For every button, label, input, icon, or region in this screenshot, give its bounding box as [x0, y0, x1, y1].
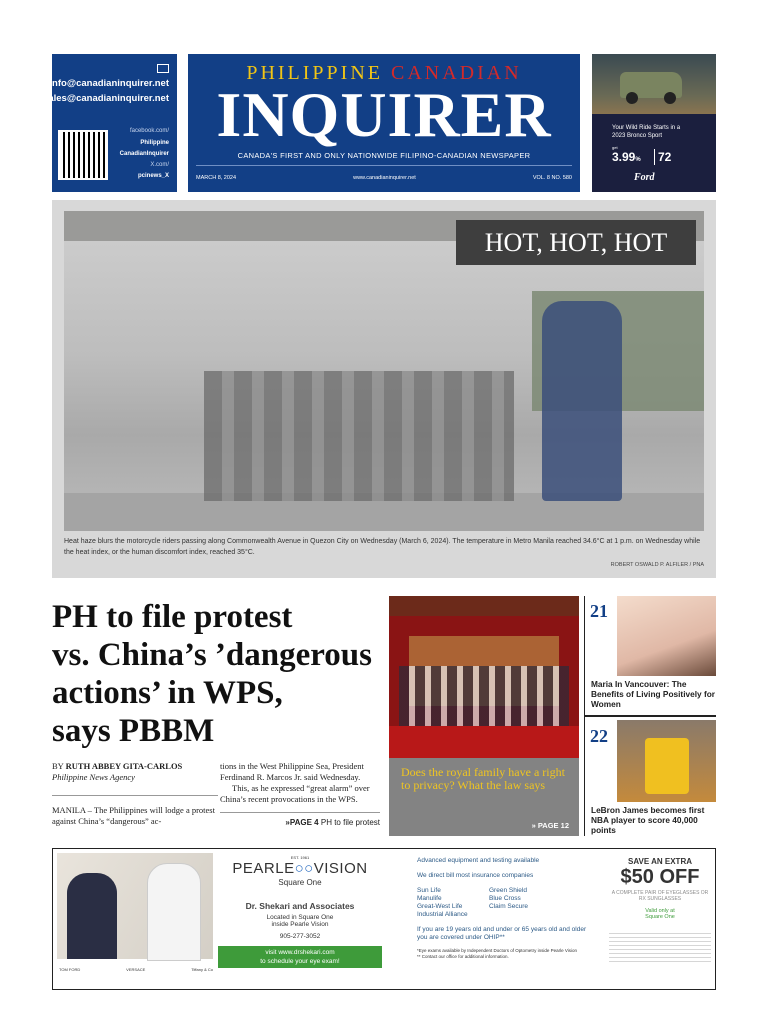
facebook-handle-1[interactable]: Philippine [140, 140, 169, 146]
ford-ad-photo [592, 54, 716, 114]
masthead-word-1: PHILIPPINE [246, 62, 383, 84]
main-headline-line-3: actions’ in WPS, [52, 675, 283, 711]
masthead-tagline: CANADA'S FIRST AND ONLY NATIONWIDE FILIPINO-CANADIAN NEWSPAPER [237, 151, 531, 160]
royal-jump[interactable] [532, 821, 569, 830]
offer-fine-print [609, 930, 711, 964]
ad-offer [609, 857, 711, 964]
story-col-2 [220, 761, 380, 805]
byline-agency: Philippine News Agency [52, 772, 135, 782]
ad-insurers-col-b [489, 887, 528, 919]
ad-photo [57, 853, 213, 959]
pearle-cta-1: visit www.drshekari.com [265, 949, 335, 956]
story-jump-label: PH to file protest [320, 818, 380, 827]
offer-amount: $50 OFF [620, 866, 700, 888]
ad-brand: VERSACE [126, 967, 146, 972]
pearle-vision-ad[interactable] [52, 848, 716, 990]
masthead [188, 54, 580, 192]
hero-section [52, 200, 716, 578]
hero-credit: ROBERT OSWALD P. ALFILER / PNA [610, 562, 704, 568]
ford-divider [654, 149, 655, 165]
facebook-label: facebook.com/ [129, 128, 169, 134]
pearle-cta-2: to schedule your eye exam! [260, 958, 340, 965]
main-headline-line-4: says PBBM [52, 713, 215, 749]
hero-caption: Heat haze blurs the motorcycle riders passing along Commonwealth Avenue in Quezon City on Wednesday (March 6, 2024). The temperature in Metro Manila reached 34.6°C at 1 p.m. on Wednesday while the heat index, or the human discomfort index, reached 35°C. [64, 538, 701, 556]
ad-info-list [417, 857, 587, 960]
byline-author: RUTH ABBEY GITA-CARLOS [65, 761, 183, 771]
pearle-logo-word-1: PEARLE [232, 860, 295, 877]
royal-teaser[interactable] [389, 758, 579, 836]
ad-person-right [147, 863, 201, 961]
ad-note-1: *Eye exams available by Independent Doctors of Optometry inside Pearle Vision [417, 948, 578, 953]
qr-code [60, 132, 106, 178]
royal-jump-num: 12 [560, 821, 569, 830]
ford-ad-headline-1: Your Wild Ride Starts in a [612, 125, 681, 131]
masthead-title: INQUIRER [216, 79, 552, 150]
pearle-logo-glasses-icon: ○○ [294, 860, 314, 877]
teaser-headline[interactable]: Maria In Vancouver: The Benefits of Living Positively for Women [591, 679, 716, 709]
pearle-doctor: Dr. Shekari and Associates [245, 901, 355, 911]
ad-equip: Advanced equipment and testing available [417, 857, 540, 864]
main-headline[interactable] [52, 598, 382, 750]
pearle-logo-word-2: VISION [313, 860, 368, 877]
byline-rule [52, 795, 218, 796]
ad-insurers-col-a [417, 887, 489, 919]
mail-icon [157, 64, 169, 73]
pearle-addr-1: Located in Square One [266, 914, 334, 921]
ad-brand: TOM FORD [59, 967, 81, 972]
pearle-cta-button[interactable] [218, 946, 382, 968]
insurer: Industrial Alliance [417, 911, 468, 918]
email-sales[interactable]: sales@canadianinquirer.net [43, 93, 169, 104]
riders-crowd [204, 371, 514, 501]
ad-insurers [417, 887, 587, 919]
ford-rate-suffix: % [635, 157, 641, 163]
main-headline-line-2: vs. China’s ’dangerous [52, 637, 372, 673]
email-info[interactable]: info@canadianinquirer.net [49, 78, 169, 89]
offer-top: SAVE AN EXTRA [627, 857, 692, 866]
pearle-logo [217, 860, 383, 877]
issue-date: MARCH 8, 2024 [196, 175, 237, 181]
main-headline-line-1: PH to file protest [52, 599, 293, 635]
ad-person-left [67, 873, 117, 959]
ford-logo: Ford [634, 172, 655, 183]
hero-tag: HOT, HOT, HOT [456, 220, 696, 265]
pearle-est: EST. 1961 [290, 855, 310, 860]
story-jump-page: »PAGE 4 [285, 818, 319, 827]
website-link[interactable]: www.canadianinquirer.net [353, 175, 416, 181]
ford-rate-value: 3.99 [612, 150, 636, 164]
ford-months: 72 [658, 150, 672, 164]
offer-valid-2: Square One [645, 914, 675, 920]
byline [52, 761, 222, 783]
jersey-shape [645, 738, 689, 794]
insurer: Sun Life [417, 887, 441, 894]
hero-photo [64, 211, 704, 531]
offer-valid-1: Valid only at [645, 908, 675, 914]
story-col-2-p2: This, as he expressed “great alarm” over China’s recent provocations in the WPS. [220, 783, 370, 804]
pearle-location: Square One [278, 878, 322, 887]
insurer: Blue Cross [489, 895, 521, 902]
byline-by: BY [52, 761, 64, 771]
royal-carpet [389, 726, 579, 758]
teaser-headline[interactable]: LeBron James becomes first NBA player to score 40,000 points [591, 805, 705, 835]
royal-photo [389, 596, 579, 758]
ad-ohip: If you are 19 years old and under or 65 years old and older you are covered under OHIP** [417, 926, 587, 941]
pearle-addr-2: inside Pearle Vision [271, 921, 329, 928]
ad-brand: Tiffany & Co [191, 967, 213, 972]
contact-box [43, 54, 177, 192]
ad-center [217, 853, 383, 968]
issue-volume: VOL. 8 NO. 580 [532, 175, 572, 181]
teaser-page-number: 22 [590, 726, 608, 746]
facebook-handle-2[interactable]: CanadianInquirer [119, 151, 169, 157]
ford-ad[interactable] [592, 54, 716, 192]
masthead-divider [196, 165, 572, 166]
teaser-photo [617, 596, 716, 676]
teaser-divider [585, 715, 716, 717]
masthead-footer [196, 175, 572, 181]
suv-wheel-front [626, 92, 638, 104]
insurer: Green Shield [489, 887, 527, 894]
offer-sub: A COMPLETE PAIR OF EYEGLASSES OR RX SUNGLASSES [611, 890, 709, 902]
x-handle[interactable]: pcinews_X [137, 173, 169, 179]
insurer: Great-West Life [417, 903, 463, 910]
ad-bill: We direct bill most insurance companies [417, 872, 534, 879]
royal-jump-page: » PAGE [531, 821, 559, 830]
royal-headline: Does the royal family have a right to privacy? What the law says [401, 765, 565, 792]
ford-ad-headline-2: 2023 Bronco Sport [612, 133, 663, 139]
ford-rate [612, 150, 641, 164]
x-label: X.com/ [150, 162, 169, 168]
ad-note-2: ** Contact our office for additional information. [417, 954, 509, 959]
insurer: Manulife [417, 895, 442, 902]
royal-family-group [399, 666, 569, 726]
teaser-page-number: 21 [590, 601, 608, 621]
ford-ad-headline [612, 124, 680, 140]
teaser-photo [617, 720, 716, 802]
ford-rate-prefix: get [612, 145, 618, 150]
story-col-1: MANILA – The Philippines will lodge a protest against China’s “dangerous” ac- [52, 805, 215, 826]
insurer: Claim Secure [489, 903, 529, 910]
story-jump-link[interactable] [250, 818, 380, 827]
story-col-2-p1: tions in the West Philippine Sea, President Ferdinand R. Marcos Jr. said Wednesday. [220, 761, 364, 782]
ad-brand-logos [59, 967, 213, 972]
royal-canopy [389, 596, 579, 616]
pearle-phone[interactable]: 905-277-3052 [279, 933, 321, 940]
police-rider [542, 301, 622, 501]
story-col-2-rule [220, 812, 380, 813]
suv-wheel-rear [664, 92, 676, 104]
masthead-word-2: CANADIAN [391, 62, 522, 84]
